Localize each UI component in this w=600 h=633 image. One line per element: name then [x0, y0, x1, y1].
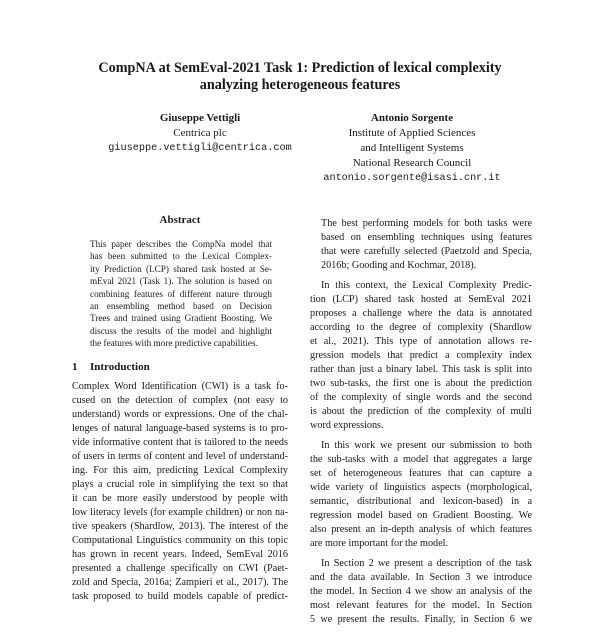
section-number: 1 [72, 361, 78, 373]
abstract-line: the features with more predictive capabilities. [90, 338, 258, 349]
body-line: low literacy levels (for example children) or non na- [72, 507, 288, 518]
author-affiliation: Centrica plc [173, 127, 227, 139]
abstract-line: an ensembling method based on Decision [90, 301, 272, 312]
body-line: zold and Specia, 2016a; Zampieri et al., 2017). The [72, 577, 288, 588]
abstract-line: Trees and trained using Gradient Boosting. We [90, 313, 272, 324]
body-line: regression model based on Gradient Boosting. We [310, 510, 532, 521]
body-line: is about the prediction of the complexity of multi [310, 406, 532, 417]
body-line: Complex Word Identification (CWI) is a task fo- [72, 381, 288, 392]
body-line: lenges of natural language-based systems is to pro- [72, 423, 288, 434]
body-line: gression models that predict a complexity index [310, 350, 532, 361]
abstract-line: This paper describes the CompNa model that [90, 239, 272, 249]
abstract-line: mEval 2021 (Task 1). The solution is based on [90, 276, 272, 287]
body-line: the sub-tasks with a model that aggregates a large [310, 454, 532, 465]
body-line: In Section 2 we present a description of the task [321, 558, 532, 569]
author-block [90, 111, 310, 156]
body-line: also present an in-depth analysis of which features [310, 524, 532, 535]
body-line: wide variety of linguistics aspects (morphological, [310, 482, 532, 493]
body-line: task proposed to build models capable of predict- [72, 591, 288, 602]
author-email[interactable]: giuseppe.vettigli@centrica.com [108, 143, 292, 154]
body-line: based on ensembling techniques using features [321, 232, 532, 243]
abstract-line: combining features of different nature through [90, 288, 272, 299]
author-affiliation: and Intelligent Systems [360, 142, 464, 154]
author-affiliation: National Research Council [352, 157, 472, 169]
body-line: two sub-tasks, the first one is about the prediction [310, 378, 532, 389]
body-line: rather than just a binary label. This task is split into [310, 364, 532, 375]
paper-title [60, 60, 540, 94]
body-line: understand) words or expressions. One of the chal- [72, 409, 288, 420]
body-line: In this work we present our submission to both [321, 440, 532, 451]
author-name: Antonio Sorgente [370, 112, 454, 124]
body-line: presented a challenge specifically on CWI (Paet- [72, 563, 288, 574]
paragraph [310, 439, 532, 551]
intro-column-right [310, 217, 532, 633]
abstract-body [90, 238, 272, 350]
paragraph [310, 217, 532, 273]
body-line: 2016b; Gooding and Kochmar, 2018). [321, 260, 477, 271]
body-line: In this context, the Lexical Complexity Predic- [321, 280, 532, 291]
body-line: and the data available. In Section 3 we introduce [310, 572, 532, 583]
body-line: are more important for the model. [310, 538, 449, 549]
body-line: of users in terms of content and level of understand- [72, 451, 288, 462]
paragraph [310, 557, 532, 627]
section-title: Introduction [90, 361, 150, 373]
body-line: set of heterogeneous features that can capture a [310, 468, 532, 479]
body-line: of the complexity of single words and the second [310, 392, 532, 403]
section-heading [72, 361, 150, 373]
body-line: proposes a challenge where the data is annotated [310, 308, 532, 319]
author-name: Giuseppe Vettigli [159, 112, 241, 124]
body-line: it can be more easily understood by people with [72, 493, 288, 504]
body-line: tive speakers (Shardlow, 2013). The interest of the [72, 521, 288, 532]
author-block [292, 111, 532, 186]
author-affiliation: Institute of Applied Sciences [348, 127, 476, 139]
body-line: et al., 2021). This type of annotation allows re- [310, 336, 532, 347]
body-line: 5 we present the results. Finally, in Section 6 we [310, 614, 532, 625]
paragraph [310, 279, 532, 433]
body-line: most relevant features for the model. In Section [310, 600, 532, 611]
body-line: semantic, distributional and lexicon-based) in a [310, 496, 532, 507]
body-line: Computational Linguistics community on this topic [72, 535, 288, 546]
title-line: CompNA at SemEval-2021 Task 1: Prediction of lexical complexity [98, 60, 502, 76]
body-line: tion (LCP) shared task hosted at SemEval 2021 [310, 294, 532, 305]
body-line: vide informative content that is tailored to the needs [72, 437, 288, 448]
abstract-line: has been submitted to the Lexical Complex- [90, 251, 272, 262]
body-line: plays a crucial role in simplifying the text so that [72, 479, 288, 490]
body-line: ing. For this aim, predicting Lexical Complexity [72, 465, 288, 476]
abstract-heading: Abstract [159, 214, 201, 226]
abstract-line: discuss the results of the model and highlight [90, 325, 272, 336]
body-line: that were carefully selected (Paetzold and Specia, [321, 246, 532, 257]
body-line: according to the degree of complexity (Shardlow [310, 322, 532, 333]
author-email[interactable]: antonio.sorgente@isasi.cnr.it [323, 173, 501, 184]
body-line: word expressions. [310, 420, 384, 431]
body-line: has grown in recent years. Indeed, SemEval 2016 [72, 549, 288, 560]
body-line: the model. In Section 4 we show an analysis of the [310, 586, 532, 597]
abstract-line: ity Prediction (LCP) shared task hosted at Se- [90, 263, 272, 274]
title-line: analyzing heterogeneous features [199, 77, 401, 93]
body-line: cused on the detection of complex (not easy to [72, 395, 288, 406]
body-line: The best performing models for both tasks were [321, 218, 532, 229]
intro-column-left [72, 380, 288, 604]
